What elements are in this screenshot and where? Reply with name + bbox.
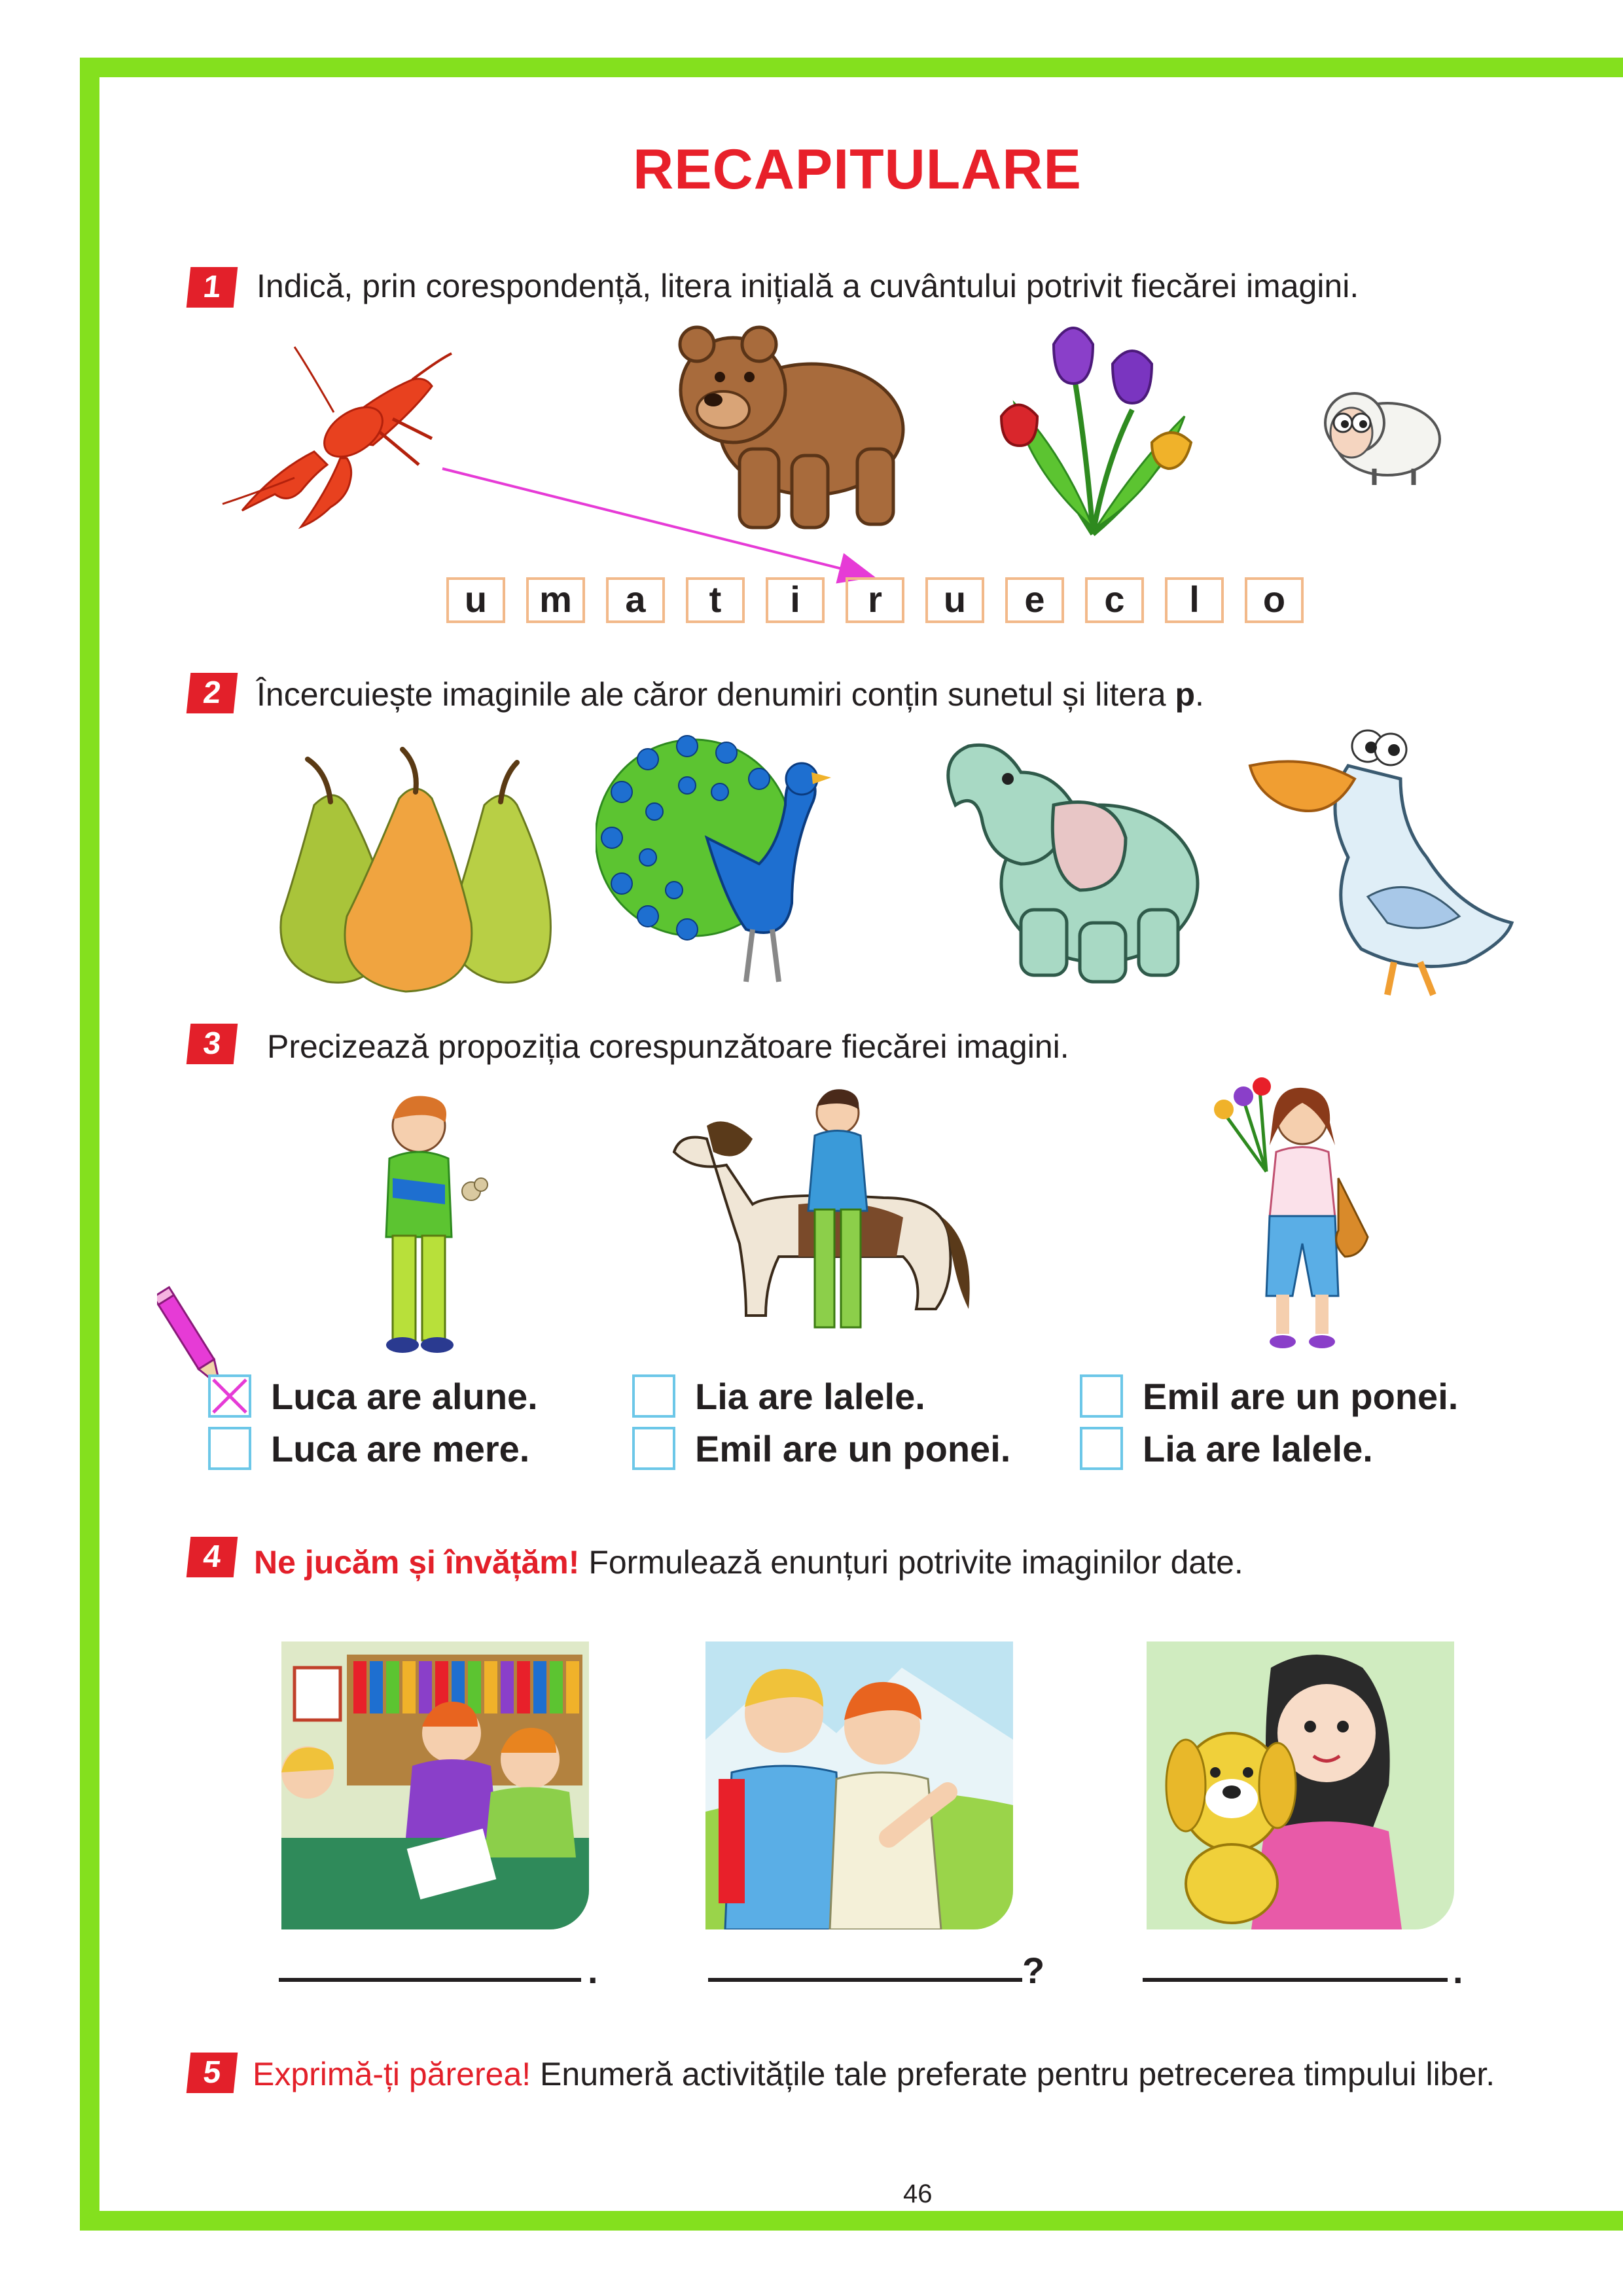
option-label: Lia are lalele. xyxy=(1143,1427,1373,1469)
letter-box[interactable]: o xyxy=(1245,577,1304,623)
letter-boxes xyxy=(446,577,1325,623)
letter-box[interactable]: u xyxy=(925,577,984,623)
page-number: 46 xyxy=(903,2179,933,2208)
exercise-5-instruction: Exprimă-ți părerea! Enumeră activitățile tale preferate pentru petrecerea timpului liber. xyxy=(253,2056,1495,2092)
sentence-option[interactable] xyxy=(632,1374,925,1418)
answer-line-3[interactable] xyxy=(1143,1978,1448,1982)
exercise-4-number: 4 xyxy=(187,1537,238,1577)
children-outdoors-scene-image xyxy=(705,1641,1013,1929)
elephant-image xyxy=(929,733,1217,988)
exercise-1-instruction: Indică, prin corespondență, litera inițială a cuvântului potrivit fiecărei imagini. xyxy=(257,268,1359,304)
correspondence-arrow xyxy=(0,0,1623,655)
girl-with-tulips-image xyxy=(1204,1073,1387,1361)
sentence-option[interactable] xyxy=(208,1374,538,1418)
option-label: Lia are lalele. xyxy=(695,1375,925,1417)
sentence-option[interactable] xyxy=(208,1427,529,1470)
sentence-option[interactable] xyxy=(632,1427,1010,1470)
answer-line-2[interactable] xyxy=(708,1978,1022,1982)
peacock-image xyxy=(596,733,870,995)
option-checkbox[interactable] xyxy=(632,1427,675,1470)
exercise-5-number: 5 xyxy=(187,2053,238,2093)
option-checkbox[interactable] xyxy=(1080,1427,1123,1470)
x-mark-icon xyxy=(211,1377,249,1415)
exercise-2-instruction: Încercuiește imaginile ale căror denumiri conțin sunetul și litera p. xyxy=(257,676,1204,713)
sentence-option[interactable] xyxy=(1080,1374,1458,1418)
girl-with-dog-scene-image xyxy=(1147,1641,1454,1929)
option-checkbox[interactable] xyxy=(208,1374,251,1418)
letter-box[interactable]: e xyxy=(1005,577,1064,623)
answer-ending-2: ? xyxy=(1022,1950,1045,1991)
exercise-2-number: 2 xyxy=(187,673,238,713)
page-title: RECAPITULARE xyxy=(633,138,1082,201)
option-label: Emil are un ponei. xyxy=(1143,1375,1459,1417)
option-label: Luca are alune. xyxy=(271,1375,538,1417)
answer-ending-1: . xyxy=(588,1950,598,1991)
library-scene-image xyxy=(281,1641,589,1929)
pelican-image xyxy=(1243,726,1518,1001)
letter-box[interactable]: i xyxy=(766,577,825,623)
exercise-3-number: 3 xyxy=(187,1024,238,1064)
pears-image xyxy=(268,746,556,995)
option-label: Emil are un ponei. xyxy=(695,1427,1011,1469)
sentence-option[interactable] xyxy=(1080,1427,1373,1470)
letter-box[interactable]: r xyxy=(846,577,904,623)
letter-box[interactable]: a xyxy=(606,577,665,623)
letter-box[interactable]: m xyxy=(526,577,585,623)
letter-box[interactable]: t xyxy=(686,577,745,623)
option-label: Luca are mere. xyxy=(271,1427,530,1469)
option-checkbox[interactable] xyxy=(632,1374,675,1418)
letter-box[interactable]: c xyxy=(1085,577,1144,623)
option-checkbox[interactable] xyxy=(1080,1374,1123,1418)
answer-ending-3: . xyxy=(1453,1950,1463,1991)
answer-line-1[interactable] xyxy=(279,1978,581,1982)
boy-with-pony-image xyxy=(668,1086,982,1348)
exercise-1-number: 1 xyxy=(187,267,238,308)
boy-image xyxy=(353,1086,497,1361)
exercise-3-instruction: Precizează propoziția corespunzătoare fiecărei imagini. xyxy=(267,1028,1069,1065)
option-checkbox[interactable] xyxy=(208,1427,251,1470)
letter-box[interactable]: l xyxy=(1165,577,1224,623)
exercise-4-instruction: Ne jucăm și învățăm! Formulează enunțuri potrivite imaginilor date. xyxy=(254,1544,1243,1581)
letter-box[interactable]: u xyxy=(446,577,505,623)
